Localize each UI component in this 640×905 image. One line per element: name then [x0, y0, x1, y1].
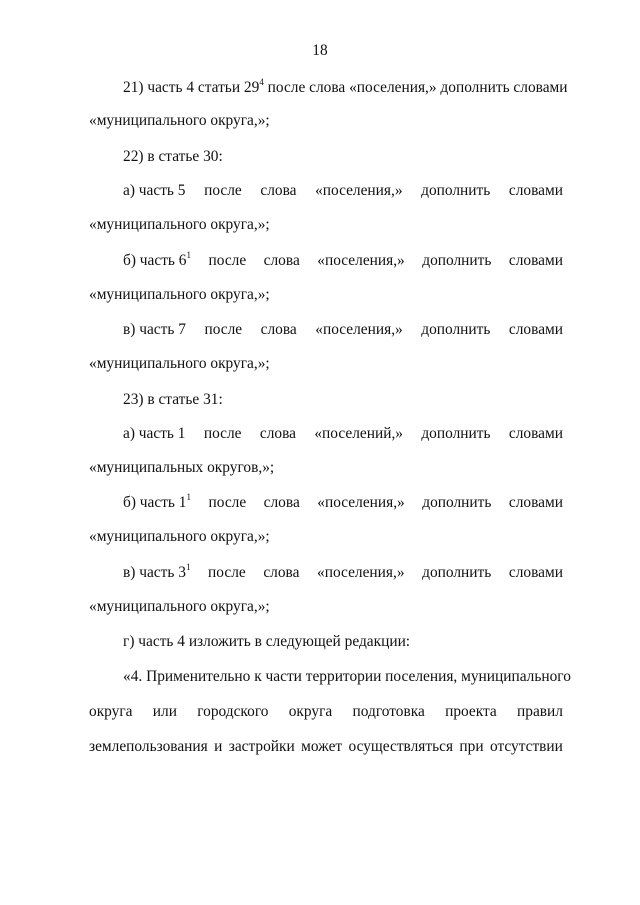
paragraph-line: а) часть 1 после слова «поселений,» дополнить словами — [123, 425, 563, 442]
paragraph-line: 22) в статье 30: — [123, 148, 223, 165]
paragraph-line: «муниципального округа,»; — [89, 216, 270, 233]
paragraph-line: «муниципального округа,»; — [89, 355, 270, 372]
paragraph-line: г) часть 4 изложить в следующей редакции: — [123, 633, 411, 650]
paragraph-line: 21) часть 4 статьи $29^4$ после слова «поселения,» дополнить словами — [123, 77, 568, 96]
paragraph-line: «муниципального округа,»; — [89, 598, 270, 615]
paragraph-line: «муниципального округа,»; — [89, 112, 270, 129]
paragraph-line: в) часть 7 после слова «поселения,» дополнить словами — [123, 321, 563, 338]
paragraph-line: 23) в статье 31: — [123, 391, 223, 408]
paragraph-line: «муниципального округа,»; — [89, 286, 270, 303]
paragraph-line: «муниципальных округов,»; — [89, 459, 275, 476]
paragraph-line: округа или городского округа подготовка проекта правил — [89, 703, 563, 720]
paragraph-line: в) часть $3^1$ после слова «поселения,» дополнить словами — [123, 562, 563, 581]
paragraph-line: а) часть 5 после слова «поселения,» дополнить словами — [123, 182, 563, 199]
paragraph-line: б) часть $1^1$ после слова «поселения,» дополнить словами — [123, 492, 563, 511]
paragraph-line: б) часть $6^1$ после слова «поселения,» дополнить словами — [123, 250, 563, 269]
paragraph-line: «муниципального округа,»; — [89, 528, 270, 545]
paragraph-line: землепользования и застройки может осуществляться при отсутствии — [89, 738, 563, 755]
paragraph-line: «4. Применительно к части территории поселения, муниципального — [123, 668, 571, 685]
page-number: 18 — [312, 42, 328, 59]
